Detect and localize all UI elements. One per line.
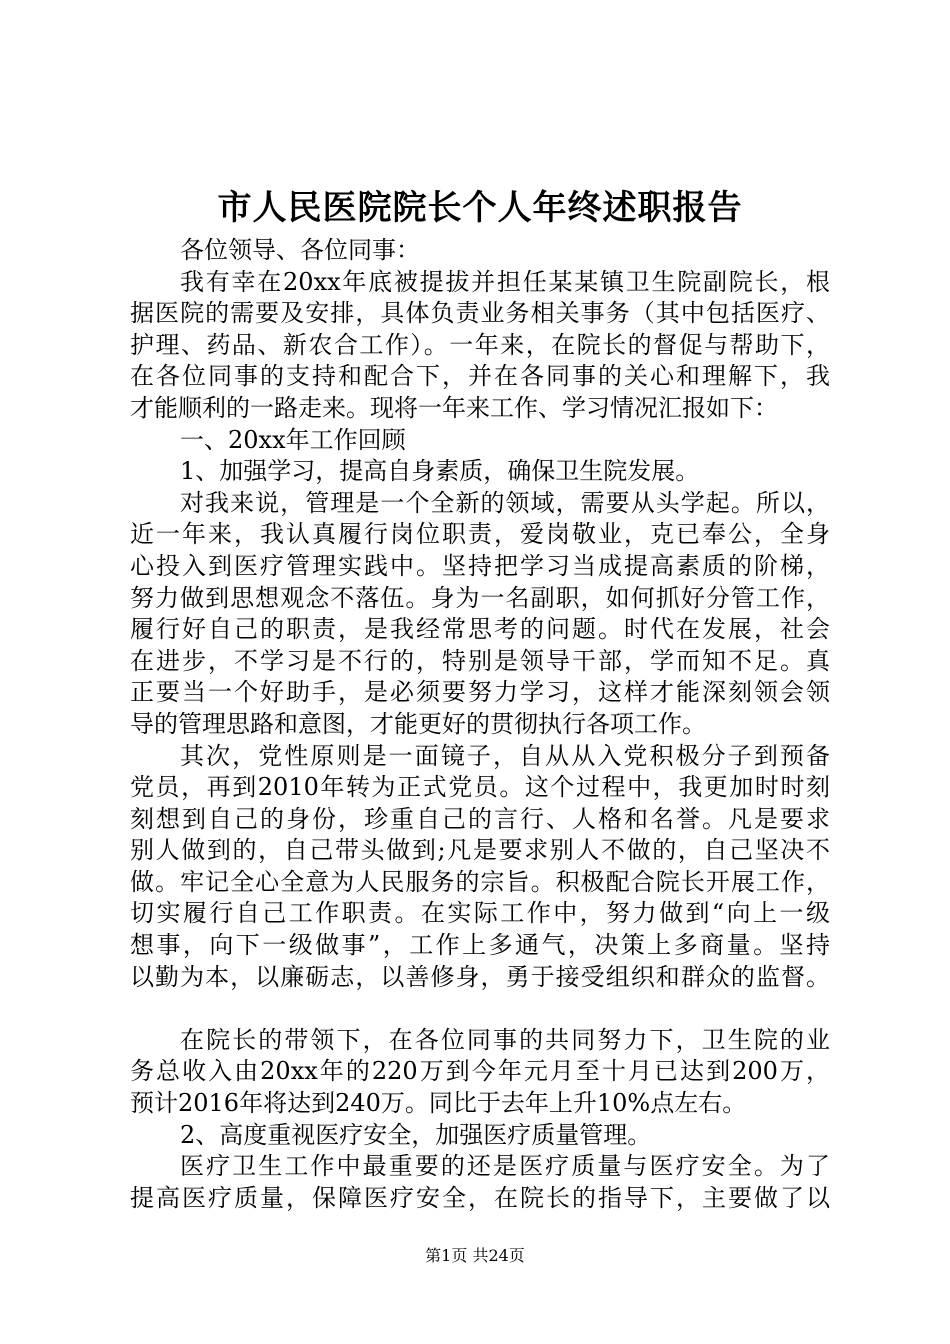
subsection-heading: 1、加强学习，提高自身素质，确保卫生院发展。 [180, 457, 700, 486]
text-line: 各位领导、各位同事： [180, 236, 420, 264]
document-body [130, 235, 830, 1214]
text-line: 刻想到自己的身份，珍重自己的言行、人格和名誉。凡是要求 [130, 804, 830, 833]
text-line: 努力做到思想观念不落伍。身为一名副职，如何抓好分管工作， [130, 583, 830, 612]
text-line: 近一年来，我认真履行岗位职责，爱岗敬业，克已奉公，全身 [130, 520, 830, 549]
text-line: 我有幸在20xx年底被提拔并担任某某镇卫生院副院长，根 [180, 267, 830, 296]
text-line: 别人做到的，自己带头做到;凡是要求别人不做的，自己坚决不 [130, 836, 830, 865]
text-line: 党员，再到2010年转为正式党员。这个过程中，我更加时时刻 [130, 773, 830, 802]
text-line: 切实履行自己工作职责。在实际工作中，努力做到“向上一级 [130, 899, 830, 928]
text-line: 以勤为本，以廉砺志，以善修身，勇于接受组织和群众的监督。 [130, 962, 830, 991]
text-line: 其次，党性原则是一面镜子，自从从入党积极分子到预备 [180, 741, 830, 770]
text-line: 据医院的需要及安排，具体负责业务相关事务（其中包括医疗、 [130, 299, 830, 328]
text-line: 导的管理思路和意图，才能更好的贯彻执行各项工作。 [130, 709, 706, 738]
text-line: 心投入到医疗管理实践中。坚持把学习当成提高素质的阶梯， [130, 551, 830, 580]
text-line: 做。牢记全心全意为人民服务的宗旨。积极配合院长开展工作， [130, 867, 830, 896]
blank-line [130, 993, 830, 1025]
document-title: 市人民医院院长个人年终述职报告 [217, 188, 743, 228]
text-line: 预计2016年将达到240万。同比于去年上升10%点左右。 [130, 1089, 747, 1118]
text-line: 在院长的带领下，在各位同事的共同努力下，卫生院的业 [180, 1025, 830, 1054]
text-line: 对我来说，管理是一个全新的领域，需要从头学起。所以， [180, 488, 830, 517]
text-line: 才能顺利的一路走来。现将一年来工作、学习情况汇报如下： [130, 393, 778, 422]
text-line: 护理、药品、新农合工作）。一年来，在院长的督促与帮助下， [130, 330, 830, 359]
text-line: 履行好自己的职责，是我经常思考的问题。时代在发展，社会 [130, 615, 830, 644]
text-line: 在进步，不学习是不行的，特别是领导干部，学而知不足。真 [130, 646, 830, 675]
section-heading: 一、20xx年工作回顾 [180, 425, 406, 454]
text-line: 在各位同事的支持和配合下，并在各同事的关心和理解下，我 [130, 362, 830, 391]
text-line: 提高医疗质量，保障医疗安全，在院长的指导下，主要做了以 [130, 1183, 830, 1212]
text-line: 医疗卫生工作中最重要的还是医疗质量与医疗安全。为了 [180, 1152, 830, 1181]
page-footer: 第1页 共24页 [425, 1246, 525, 1265]
text-line: 务总收入由20xx年的220万到今年元月至十月已达到200万， [130, 1057, 830, 1086]
text-line: 正要当一个好助手，是必须要努力学习，这样才能深刻领会领 [130, 678, 830, 707]
subsection-heading: 2、高度重视医疗安全，加强医疗质量管理。 [180, 1120, 652, 1149]
text-line: 想事，向下一级做事”，工作上多通气，决策上多商量。坚持 [130, 931, 830, 960]
